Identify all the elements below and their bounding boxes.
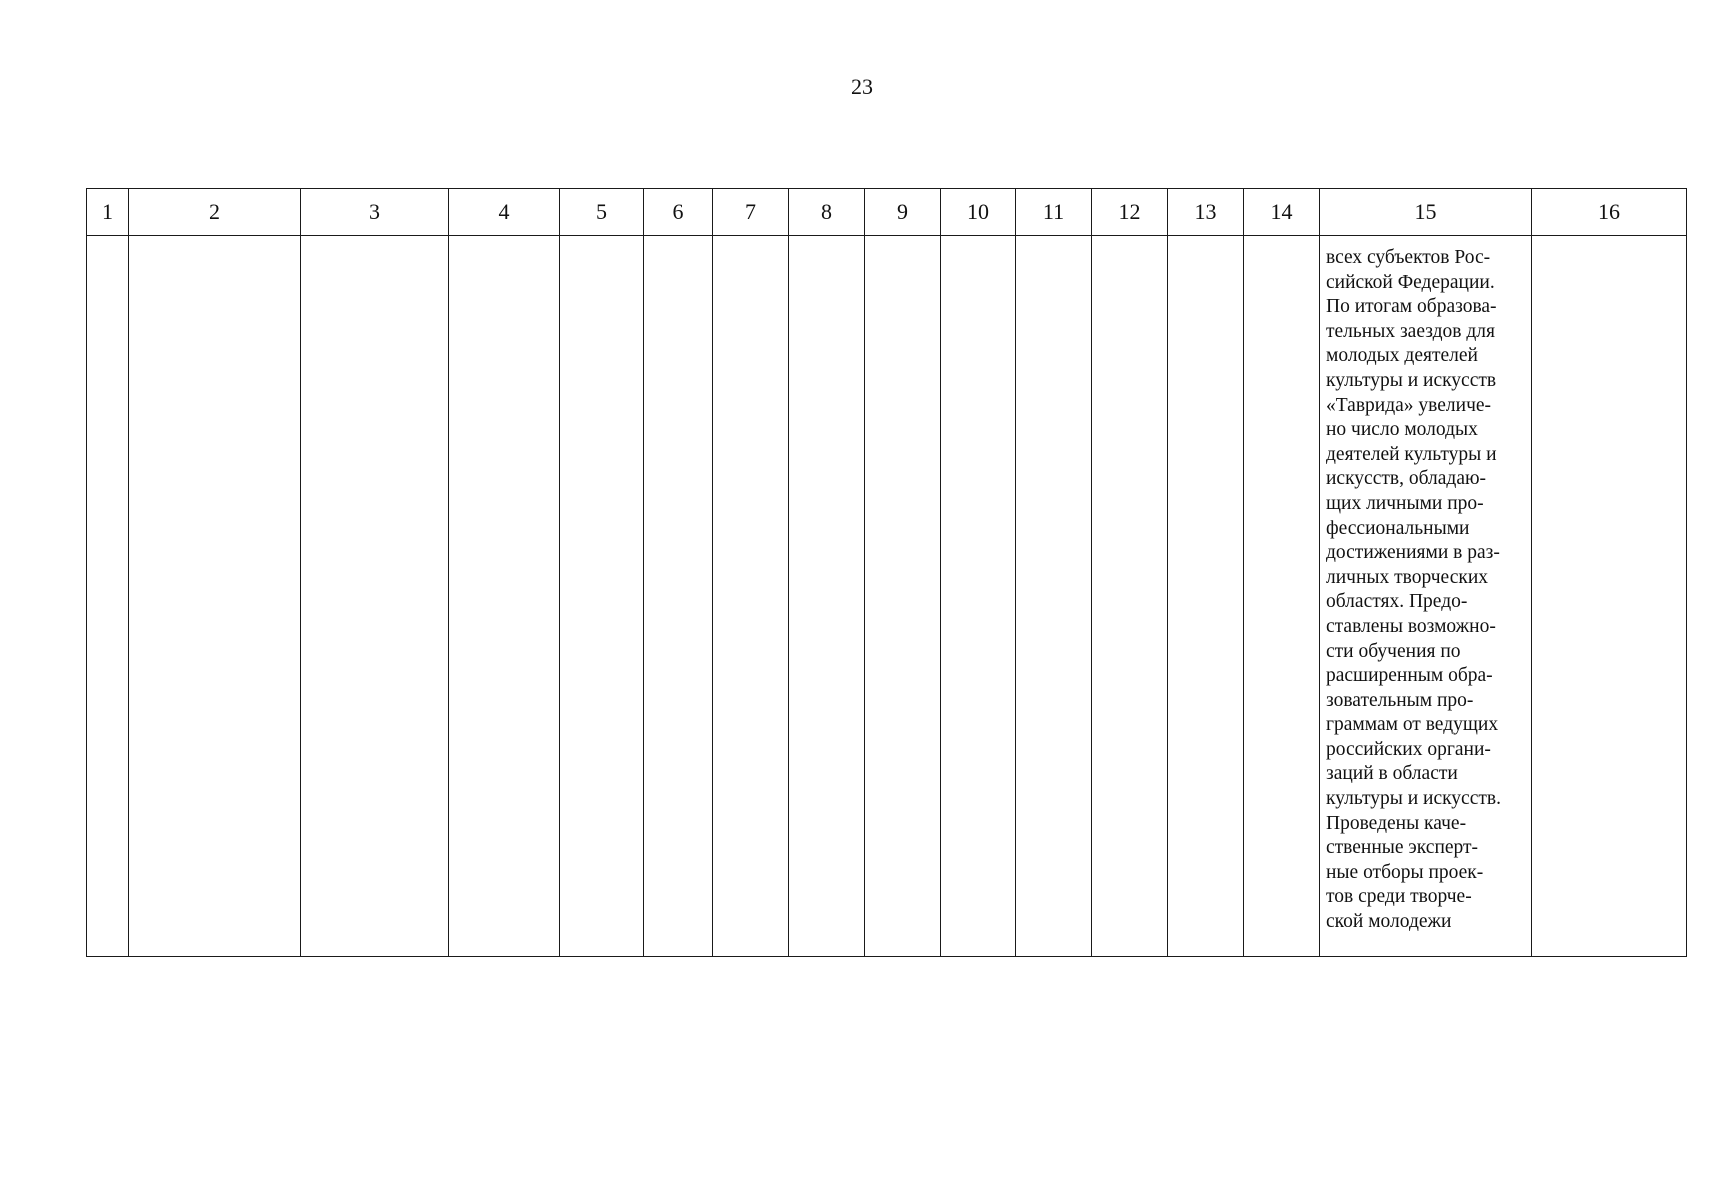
table-cell-5 xyxy=(560,236,644,957)
table-cell-3 xyxy=(301,236,449,957)
cell-text-line: «Таврида» увеличе- xyxy=(1326,394,1492,416)
table-cell-13 xyxy=(1168,236,1244,957)
cell-text-line: достижениями в раз- xyxy=(1326,542,1500,564)
cell-text-line: По итогам образова- xyxy=(1326,296,1497,318)
column-header-9: 9 xyxy=(865,189,941,236)
cell-text-line: сти обучения по xyxy=(1326,640,1461,662)
column-header-5: 5 xyxy=(560,189,644,236)
data-table xyxy=(86,188,1687,957)
table-cell-8 xyxy=(789,236,865,957)
cell-text-line: ственные эксперт- xyxy=(1326,837,1479,859)
column-header-13: 13 xyxy=(1168,189,1244,236)
column-header-11: 11 xyxy=(1016,189,1092,236)
cell-text-line: ской молодежи xyxy=(1326,911,1452,933)
cell-text-line: фессиональными xyxy=(1326,517,1470,539)
table-cell-1 xyxy=(87,236,129,957)
cell-text-line: зовательным про- xyxy=(1326,689,1474,711)
column-header-16: 16 xyxy=(1532,189,1687,236)
cell-text-line: тельных заездов для xyxy=(1326,320,1495,342)
column-header-2: 2 xyxy=(129,189,301,236)
column-header-14: 14 xyxy=(1244,189,1320,236)
cell-text-line: культуры и искусств xyxy=(1326,369,1497,391)
table-cell-10 xyxy=(941,236,1016,957)
table-row xyxy=(87,236,1687,957)
cell-text-line: но число молодых xyxy=(1326,419,1478,441)
column-header-12: 12 xyxy=(1092,189,1168,236)
page-number: 23 xyxy=(851,74,873,99)
table-cell-4 xyxy=(449,236,560,957)
column-header-3: 3 xyxy=(301,189,449,236)
column-header-7: 7 xyxy=(713,189,789,236)
table-cell-2 xyxy=(129,236,301,957)
table-cell-16 xyxy=(1532,236,1687,957)
column-header-1: 1 xyxy=(87,189,129,236)
table-cell-15-text xyxy=(1320,236,1532,957)
header-row xyxy=(87,189,1687,236)
cell-text-line: Проведены каче- xyxy=(1326,812,1467,834)
cell-text-line: сийской Федерации. xyxy=(1326,271,1495,293)
table-cell-14 xyxy=(1244,236,1320,957)
column-header-4: 4 xyxy=(449,189,560,236)
cell-text-line: ные отборы проек- xyxy=(1326,861,1484,883)
cell-text-line: заций в области xyxy=(1326,763,1458,785)
table-cell-6 xyxy=(644,236,713,957)
column-header-10: 10 xyxy=(941,189,1016,236)
column-header-15: 15 xyxy=(1320,189,1532,236)
table-cell-12 xyxy=(1092,236,1168,957)
cell-text-line: ставлены возможно- xyxy=(1326,615,1496,637)
cell-text-line: областях. Предо- xyxy=(1326,591,1468,613)
cell-text-line: искусств, обладаю- xyxy=(1326,468,1487,490)
cell-text-line: граммам от ведущих xyxy=(1326,714,1499,736)
cell-text-line: всех субъектов Рос- xyxy=(1326,247,1491,268)
cell-text-line: личных творческих xyxy=(1326,566,1489,588)
table-cell-11 xyxy=(1016,236,1092,957)
table-cell-7 xyxy=(713,236,789,957)
column-header-8: 8 xyxy=(789,189,865,236)
cell-text-line: тов среди творче- xyxy=(1326,886,1472,908)
cell-text-line: щих личными про- xyxy=(1326,492,1484,514)
cell-text-line: деятелей культуры и xyxy=(1326,443,1497,465)
cell-text-line: расширенным обра- xyxy=(1326,665,1493,687)
cell-text-line: культуры и искусств. xyxy=(1326,788,1501,810)
table-cell-9 xyxy=(865,236,941,957)
cell-text-line: молодых деятелей xyxy=(1326,345,1478,367)
cell-text-line: российских органи- xyxy=(1326,738,1491,760)
column-header-6: 6 xyxy=(644,189,713,236)
